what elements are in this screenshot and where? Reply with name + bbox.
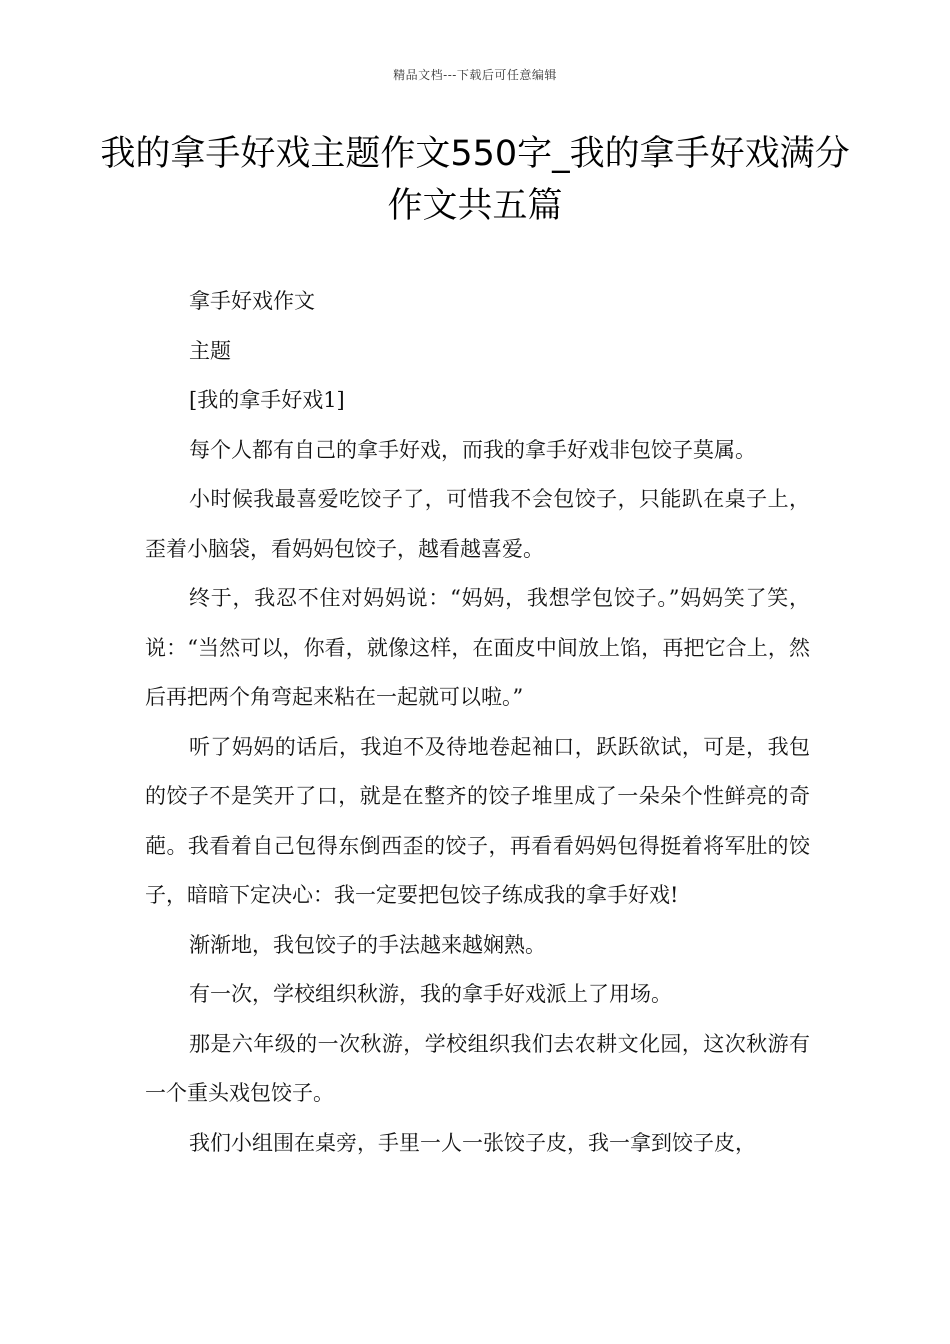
header-note: 精品文档---下载后可任意编辑: [393, 68, 557, 82]
paragraph: 那是六年级的一次秋游，学校组织我们去农耕文化园，这次秋游有一个重头戏包饺子。: [145, 1031, 810, 1105]
paragraph-subtitle: 拿手好戏作文: [189, 289, 315, 313]
paragraph: 有一次，学校组织秋游，我的拿手好戏派上了用场。: [189, 982, 672, 1006]
paragraph: 听了妈妈的话后，我迫不及待地卷起袖口，跃跃欲试，可是，我包的饺子不是笑开了口，就是在整齐的饺子堆里成了一朵朵个性鲜亮的奇葩。我看着自己包得东倒西歪的饺子，再看看妈妈包得挺着将军肚的饺子，暗暗下定决心：我一定要把包饺子练成我的拿手好戏!: [145, 734, 810, 907]
paragraph: 小时候我最喜爱吃饺子了，可惜我不会包饺子，只能趴在桌子上，歪着小脑袋，看妈妈包饺子，越看越喜爱。: [145, 487, 810, 561]
paragraph: 渐渐地，我包饺子的手法越来越娴熟。: [189, 932, 546, 957]
paragraph-section-heading: [我的拿手好戏1]: [189, 388, 345, 412]
document-title: 我的拿手好戏主题作文550字_我的拿手好戏满分作文共五篇: [100, 134, 850, 226]
paragraph: 终于，我忍不住对妈妈说：“妈妈，我想学包饺子。”妈妈笑了笑，说：“当然可以，你看，就像这样，在面皮中间放上馅，再把它合上，然后再把两个角弯起来粘在一起就可以啦。”: [145, 586, 810, 709]
paragraph-theme: 主题: [189, 338, 231, 363]
paragraph: 每个人都有自己的拿手好戏，而我的拿手好戏非包饺子莫属。: [189, 437, 756, 462]
document-body: [145, 277, 810, 1168]
paragraph: 我们小组围在桌旁，手里一人一张饺子皮，我一拿到饺子皮，: [189, 1130, 756, 1155]
